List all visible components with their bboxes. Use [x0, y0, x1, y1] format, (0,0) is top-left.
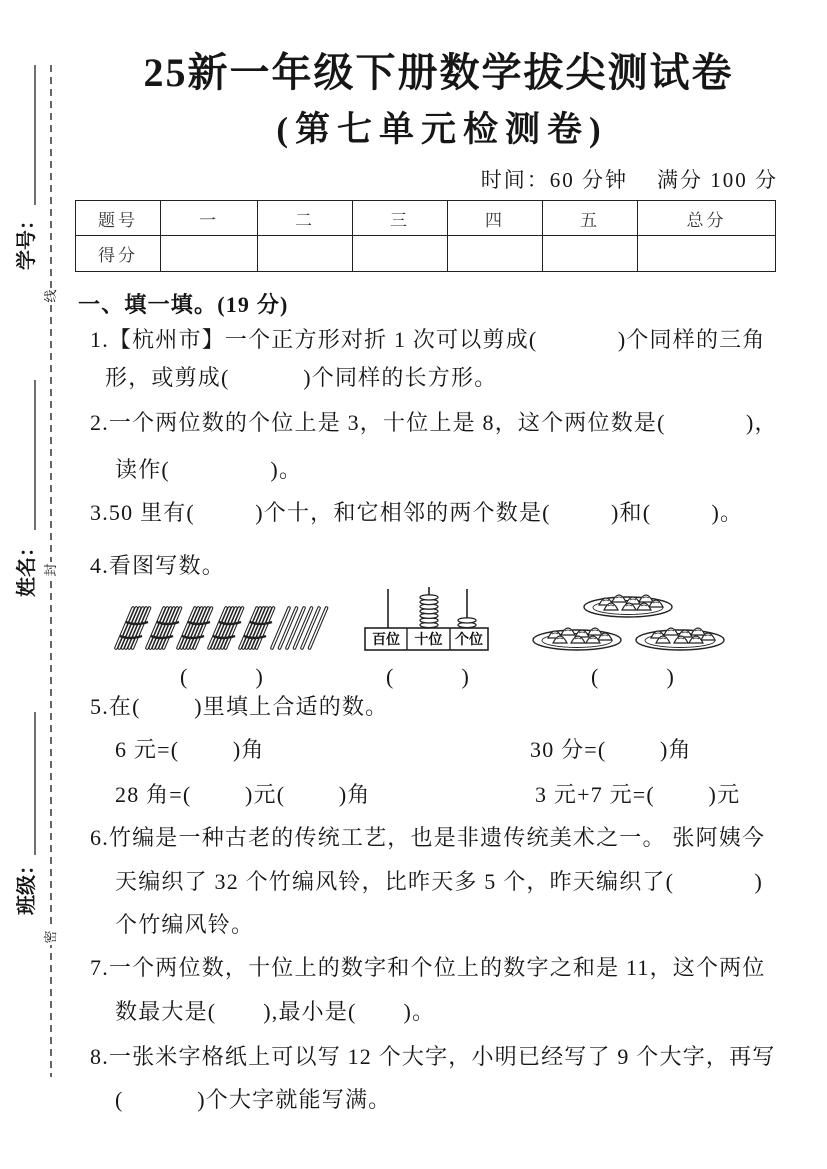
header-cell-3: 三 — [353, 201, 448, 236]
question-4-prompt: 4.看图写数。 — [90, 553, 225, 578]
stick-bundle — [209, 608, 243, 648]
question-4-figures — [100, 585, 740, 660]
question-1-line-2: 形，或剪成( )个同样的长方形。 — [105, 365, 498, 390]
abacus-bead — [458, 618, 476, 623]
score-cell-2 — [258, 236, 353, 272]
header-cell-total: 总分 — [638, 201, 776, 236]
header-cell-2: 二 — [258, 201, 353, 236]
header-cell-1: 一 — [161, 201, 258, 236]
question-4-answer-blank-3: ( ) — [591, 664, 676, 689]
question-5-prompt: 5.在( )里填上合适的数。 — [90, 694, 389, 719]
score-row-label: 得分 — [76, 236, 161, 272]
class-label: 班级： — [16, 855, 38, 915]
header-cell-item: 题号 — [76, 201, 161, 236]
dumpling — [588, 628, 602, 635]
ones-beads — [458, 618, 476, 628]
exam-title: 25新一年级下册数学拔尖测试卷 — [143, 50, 734, 95]
score-table-score-row — [76, 236, 776, 272]
seal-mark-line: 线 — [43, 289, 58, 303]
question-7-line-1: 7.一个两位数，十位上的数字和个位上的数字之和是 11，这个两位 — [90, 955, 766, 980]
question-6-line-2: 天编织了 32 个竹编风铃，比昨天多 5 个，昨天编织了( ) — [115, 869, 764, 894]
score-cell-5 — [543, 236, 638, 272]
question-8-line-1: 8.一张米字格纸上可以写 12 个大字，小明已经写了 9 个大字，再写 — [90, 1044, 776, 1069]
question-1-line-1: 1.【杭州市】一个正方形对折 1 次可以剪成( )个同样的三角 — [90, 327, 766, 352]
stick-bundle — [178, 608, 212, 648]
section-1-heading: 一、填一填。(19 分) — [78, 292, 289, 317]
stick-bundle — [116, 608, 150, 648]
dumpling-plates-figure — [533, 595, 724, 650]
question-2-line-1: 2.一个两位数的个位上是 3，十位上是 8，这个两位数是( )， — [90, 410, 778, 435]
question-5-item-2: 30 分=( )角 — [530, 737, 692, 762]
dumpling — [639, 595, 653, 602]
name-label: 姓名： — [16, 537, 38, 597]
seal-mark-secret: 密 — [43, 930, 58, 944]
counting-sticks-figure — [116, 608, 327, 648]
abacus-label-hundreds: 百位 — [372, 633, 400, 648]
question-7-line-2: 数最大是( ),最小是( )。 — [115, 999, 436, 1024]
dumpling — [561, 628, 575, 635]
abacus-bead — [420, 595, 438, 600]
question-5-item-1: 6 元=( )角 — [115, 737, 265, 762]
dumpling-plate — [584, 595, 672, 617]
exam-subtitle: (第七单元检测卷) — [276, 110, 608, 149]
header-cell-4: 四 — [448, 201, 543, 236]
abacus-figure — [365, 587, 488, 650]
stick-bundle — [147, 608, 181, 648]
score-cell-1 — [161, 236, 258, 272]
question-4-answer-blank-2: ( ) — [386, 664, 471, 689]
time-and-score-info: 时间：60 分钟 满分 100 分 — [480, 168, 778, 192]
score-table-header-row — [76, 201, 776, 236]
question-5-item-3: 28 角=( )元( )角 — [115, 782, 371, 807]
question-2-line-2: 读作( )。 — [115, 457, 303, 482]
seal-mark-seal: 封 — [43, 563, 58, 577]
score-cell-3 — [353, 236, 448, 272]
question-8-line-2: ( )个大字就能写满。 — [115, 1087, 392, 1112]
question-6-line-1: 6.竹编是一种古老的传统工艺，也是非遗传统美术之一。 张阿姨今 — [90, 825, 766, 850]
score-table — [75, 200, 776, 272]
header-cell-5: 五 — [543, 201, 638, 236]
question-4-answer-blank-1: ( ) — [180, 664, 265, 689]
abacus-label-tens: 十位 — [414, 633, 443, 648]
abacus-label-ones: 个位 — [455, 633, 483, 648]
stick-bundle — [240, 608, 274, 648]
dumpling — [664, 628, 678, 635]
score-cell-total — [638, 236, 776, 272]
dumpling — [691, 628, 705, 635]
question-3: 3.50 里有( )个十，和它相邻的两个数是( )和( )。 — [90, 500, 744, 525]
tens-beads — [420, 595, 438, 628]
student-id-label: 学号： — [16, 210, 38, 270]
question-5-item-4: 3 元+7 元=( )元 — [535, 782, 741, 807]
dumpling — [612, 595, 626, 602]
score-cell-4 — [448, 236, 543, 272]
question-6-line-3: 个竹编风铃。 — [115, 912, 255, 937]
dumpling-plate — [533, 628, 621, 650]
dumpling-plate — [636, 628, 724, 650]
